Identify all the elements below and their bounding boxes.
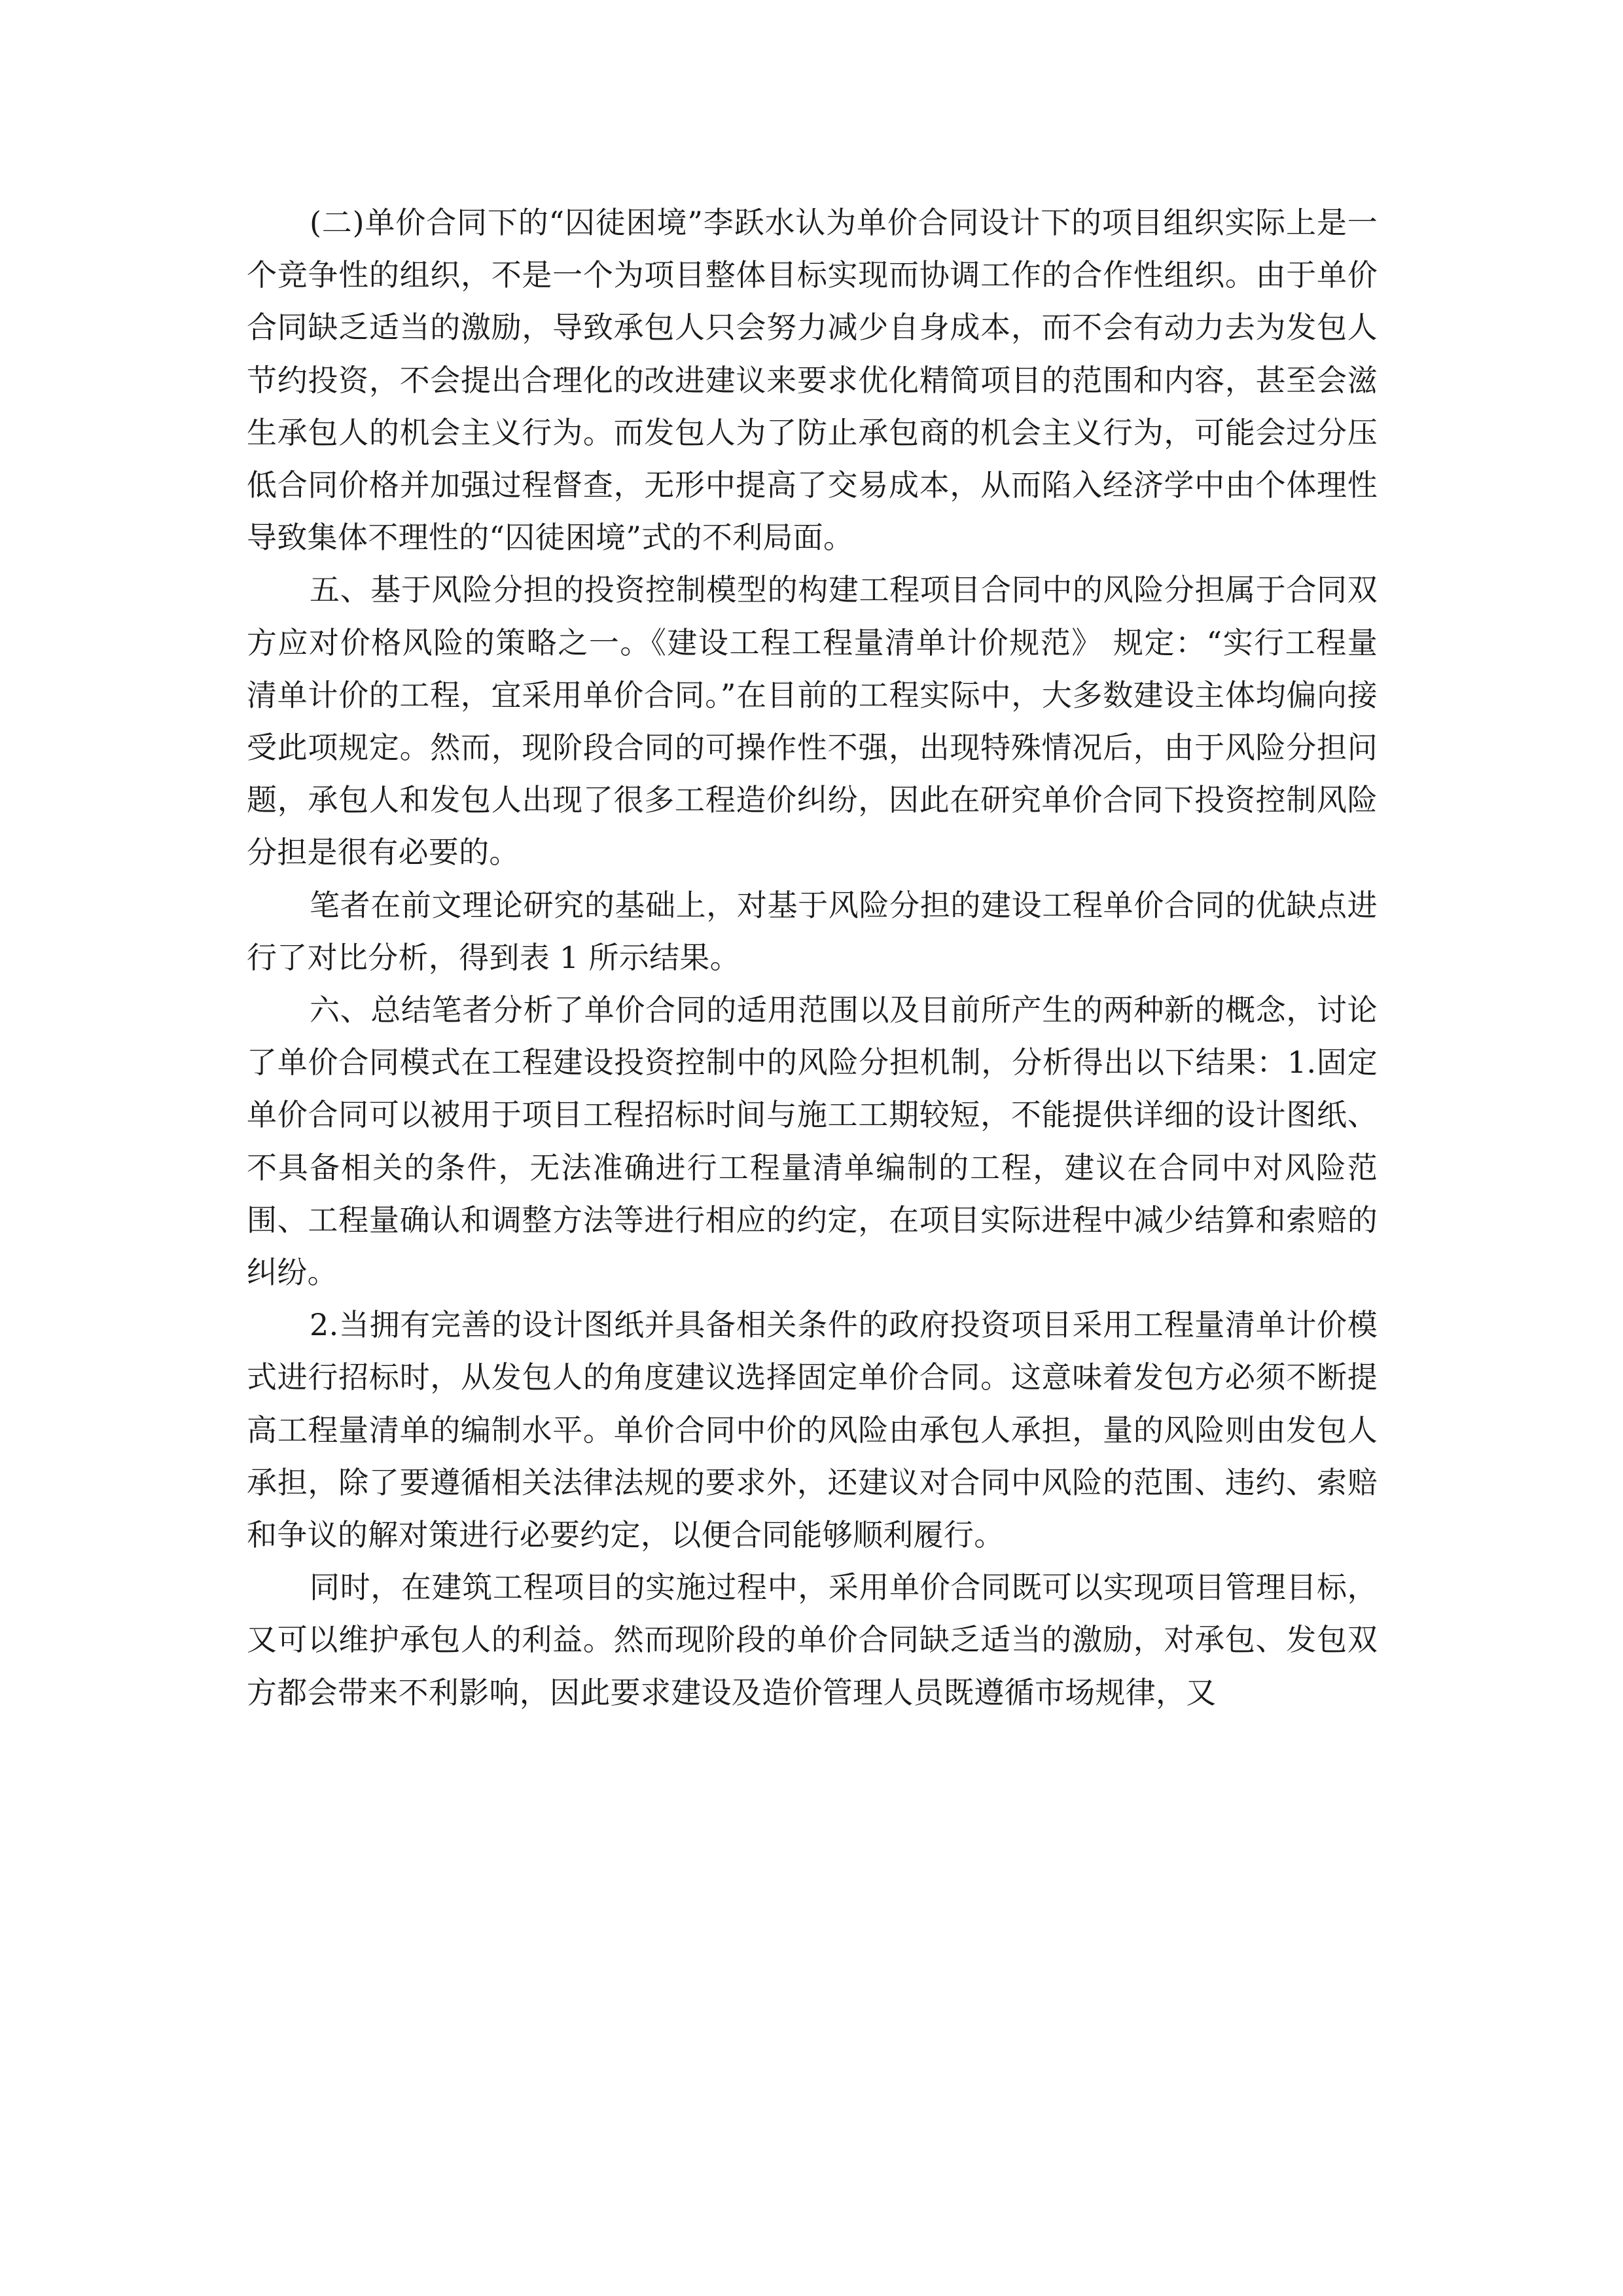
text-line: 同时，在建筑工程项目的实施过程中，采用单价合同既可以实现项目管理目	[310, 1570, 1317, 1605]
text-line: 义行为，可能会过分压低合同价格并加强过程督查，无形中提高了交易成本，从	[247, 414, 1378, 503]
text-line: 设主体均偏向接受此项规定。然而，现阶段合同的可操作性不强，出现特殊情况	[247, 677, 1378, 766]
text-line: 的范围、违约、索赔和争议的解对策进行必要约定，以便合同能够顺利履行。	[247, 1464, 1378, 1553]
text-line: 而陷入经济学中由个体理性导致集体不理性的“囚徒困境”式的不利局面。	[247, 467, 1378, 556]
text-line: 同双方应对价格风险的策略之一。《建设工程工程量清单计价规范》 规定：“实	[247, 572, 1378, 660]
text-line: 单价合同下投资控制风险分担是很有必要的。	[247, 782, 1378, 870]
text-line: 行工程量清单计价的工程，宜采用单价合同。”在目前的工程实际中，大多数建	[247, 624, 1378, 713]
text-line: 风险则由发包人承担，除了要遵循相关法律法规的要求外，还建议对合同中风险	[247, 1412, 1378, 1500]
text-line: 同中对风险范围、工程量确认和调整方法等进行相应的约定，在项目实际进程中	[247, 1149, 1378, 1238]
text-line: 六、总结笔者分析了单价合同的适用范围以及目前所产生的两种新的概念，	[310, 992, 1317, 1028]
paragraph-section-five	[247, 564, 1378, 878]
text-line: 后，由于风险分担问题，承包人和发包人出现了很多工程造价纠纷，因此在研究	[247, 730, 1378, 818]
text-line: 上是一个竞争性的组织，不是一个为项目整体目标实现而协调工作的合作性组织。	[247, 205, 1378, 293]
text-line: 讨论了单价合同模式在工程建设投资控制中的风险分担机制，分析得出以下结果：	[247, 992, 1378, 1081]
text-line: 设计图纸、不具备相关的条件，无法准确进行工程量清单编制的工程，建议在合	[247, 1097, 1378, 1185]
paragraph-conclusion-two	[247, 1299, 1378, 1561]
text-line: 笔者在前文理论研究的基础上，对基于风险分担的建设工程单价合同的优缺	[310, 887, 1317, 923]
text-line: 发包双方都会带来不利影响，因此要求建设及造价管理人员既遵循市场规律，又	[247, 1622, 1378, 1710]
text-line: 1.固定单价合同可以被用于项目工程招标时间与施工工期较短，不能提供详细的	[247, 1045, 1378, 1133]
paragraph-prisoners-dilemma	[247, 196, 1378, 564]
text-line: 由于单价合同缺乏适当的激励，导致承包人只会努力减少自身成本，而不会有动	[247, 257, 1378, 346]
text-line: 和内容，甚至会滋生承包人的机会主义行为。而发包人为了防止承包商的机会主	[247, 362, 1378, 450]
paragraph-section-six	[247, 984, 1378, 1299]
text-line: 减少结算和索赔的纠纷。	[247, 1202, 1378, 1291]
paragraph-meanwhile	[247, 1561, 1378, 1719]
text-line: 标，又可以维护承包人的利益。然而现阶段的单价合同缺乏适当的激励，对承包、	[247, 1570, 1378, 1658]
text-line: 2.当拥有完善的设计图纸并具备相关条件的政府投资项目采用工程量清单	[310, 1307, 1287, 1343]
text-line: 力去为发包人节约投资，不会提出合理化的改进建议来要求优化精简项目的范围	[247, 310, 1378, 398]
document-body	[247, 196, 1378, 1719]
text-line: 五、基于风险分担的投资控制模型的构建工程项目合同中的风险分担属于合	[310, 572, 1317, 608]
paragraph-comparison	[247, 879, 1378, 984]
text-line: 点进行了对比分析，得到表 1 所示结果。	[247, 887, 1378, 975]
text-line: 计价模式进行招标时，从发包人的角度建议选择固定单价合同。这意味着发包方	[247, 1307, 1378, 1395]
text-line: 必须不断提高工程量清单的编制水平。单价合同中价的风险由承包人承担，量的	[247, 1359, 1378, 1448]
text-line: (二)单价合同下的“囚徒困境”李跃水认为单价合同设计下的项目组织实际	[310, 205, 1286, 240]
